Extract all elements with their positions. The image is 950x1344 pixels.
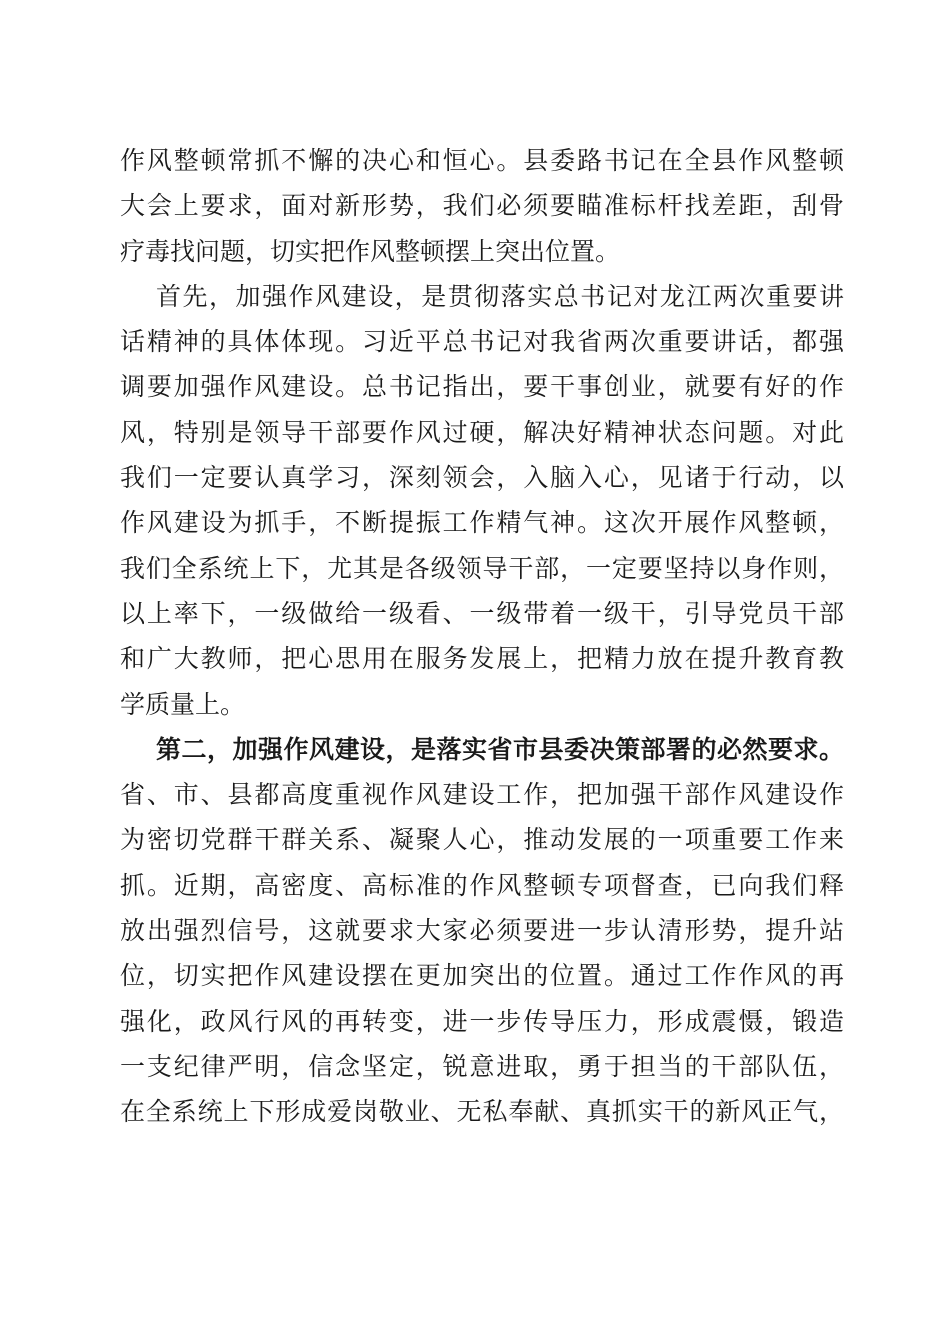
paragraph-1 <box>120 138 844 274</box>
paragraph-heading-line: 第二，加强作风建设，是落实省市县委决策部署的必然要求。 <box>156 734 844 764</box>
body-text <box>120 138 844 1135</box>
paragraph-3 <box>120 727 844 1135</box>
text-line: 话精神的具体体现。习近平总书记对我省两次重要讲话，都强 <box>120 327 844 357</box>
text-line: 以上率下，一级做给一级看、一级带着一级干，引导党员干部 <box>120 598 844 628</box>
text-line: 省、市、县都高度重视作风建设工作，把加强干部作风建设作 <box>120 780 844 810</box>
text-line: 调要加强作风建设。总书记指出，要干事创业，就要有好的作 <box>120 372 844 402</box>
text-line: 学质量上。 <box>120 689 246 719</box>
text-line: 位，切实把作风建设摆在更加突出的位置。通过工作作风的再 <box>120 961 844 991</box>
text-line: 作风整顿常抓不懈的决心和恒心。县委路书记在全县作风整顿 <box>120 146 844 175</box>
text-line: 大会上要求，面对新形势，我们必须要瞄准标杆找差距，刮骨 <box>120 191 844 221</box>
text-line: 抓。近期，高密度、高标准的作风整顿专项督查，已向我们释 <box>120 870 844 900</box>
text-line: 强化，政风行风的再转变，进一步传导压力，形成震慑，锻造 <box>120 1006 844 1036</box>
text-line: 和广大教师，把心思用在服务发展上，把精力放在提升教育教 <box>120 644 844 674</box>
text-line: 我们全系统上下，尤其是各级领导干部，一定要坚持以身作则， <box>120 553 844 583</box>
paragraph-2 <box>120 274 844 727</box>
text-line: 风，特别是领导干部要作风过硬，解决好精神状态问题。对此 <box>120 417 844 447</box>
text-line: 为密切党群干群关系、凝聚人心，推动发展的一项重要工作来 <box>120 825 844 855</box>
text-line: 作风建设为抓手，不断提振工作精气神。这次开展作风整顿， <box>120 508 844 538</box>
text-line: 在全系统上下形成爱岗敬业、无私奉献、真抓实干的新风正气， <box>120 1097 844 1127</box>
text-line: 放出强烈信号，这就要求大家必须要进一步认清形势，提升站 <box>120 916 844 946</box>
text-line: 我们一定要认真学习，深刻领会，入脑入心，见诸于行动，以 <box>120 463 844 493</box>
text-line: 疗毒找问题，切实把作风整顿摆上突出位置。 <box>120 236 621 266</box>
text-line: 一支纪律严明，信念坚定，锐意进取，勇于担当的干部队伍， <box>120 1051 844 1081</box>
text-line: 首先，加强作风建设，是贯彻落实总书记对龙江两次重要讲 <box>156 281 844 311</box>
